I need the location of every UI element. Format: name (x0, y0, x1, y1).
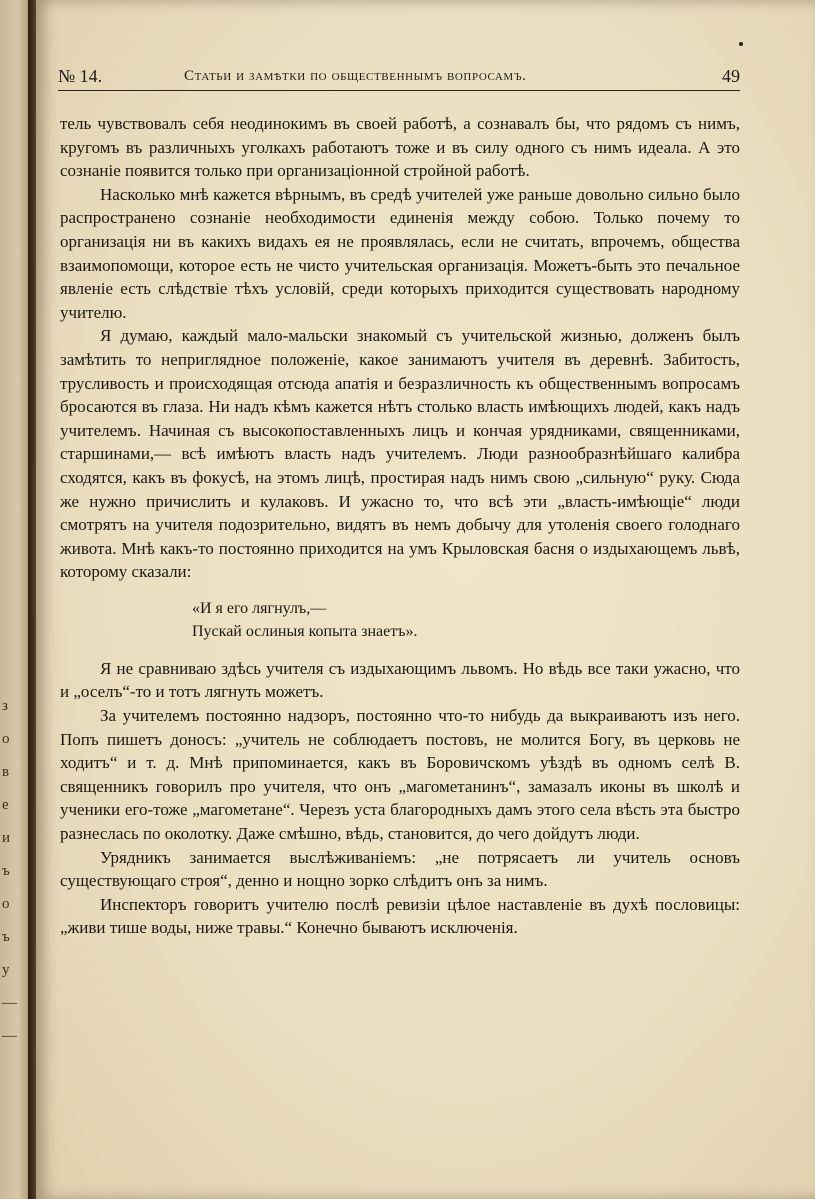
edge-letter: ъ (2, 929, 10, 945)
paragraph: Насколько мнѣ кажется вѣрнымъ, въ средѣ учителей уже раньше довольно сильно было распространено сознаніе необходимости единенія между собою. Только почему то организація ни въ какихъ видахъ ея не проявлялась, если не считать, впрочемъ, общества взаимопомощи, которое есть не чисто учительская организація. Можетъ-быть это печальное явленіе есть слѣдствіе тѣхъ условій, среди которыхъ приходится существовать народному учителю. (60, 184, 740, 322)
quote-line: Пускай ослиныя копыта знаетъ». (192, 622, 418, 640)
paragraph: Урядникъ занимается выслѣживаніемъ: „не потрясаетъ ли учитель основъ существующаго строя“, денно и нощно зорко слѣдитъ онъ за нимъ. (60, 847, 740, 891)
edge-letter: о (2, 896, 10, 912)
quote-line: «И я его лягнулъ,— (192, 599, 327, 617)
paragraph: За учителемъ постоянно надзоръ, постоянно что-то нибудь да выкраиваютъ изъ него. Попъ пишетъ доносъ: „учитель не соблюдаетъ постовъ, не молится Богу, въ церковь не ходитъ“ и т. д. Мнѣ припоминается, какъ въ Боровичскомъ уѣздѣ въ одномъ селѣ В. священникъ говорилъ про учителя, что онъ „магометанинъ“, замазалъ иконы въ школѣ и ученики его-тоже „магометане“. Черезъ уста благородныхъ дамъ этого села вѣсть эта быстро разнеслась по околотку. Даже смѣшно, вѣдь, становится, до чего дойдутъ люди. (60, 706, 740, 844)
running-header (58, 66, 740, 91)
paragraph: Я думаю, каждый мало-мальски знакомый съ учительской жизнью, долженъ былъ замѣтить то неприглядное положеніе, какое занимаютъ учителя въ деревнѣ. Забитость, трусливость и происходящая отсюда апатія и безразличность къ общественнымъ вопросамъ бросаются въ глаза. Ни надъ кѣмъ кажется нѣтъ столько власть имѣющихъ людей, какъ надъ учителемъ. Начиная съ высокопоставленныхъ лицъ и кончая урядниками, священниками, старшинами,— всѣ имѣютъ власть надъ учителемъ. Люди разнообразнѣйшаго калибра сходятся, какъ въ фокусѣ, на этомъ лицѣ, простирая надъ нимъ свою „сильную“ руку. Сюда же нужно причислить и кулаковъ. И ужасно то, что всѣ эти „власть-имѣющіе“ люди смотрятъ на учителя подозрительно, видятъ въ немъ добычу для утоленія своего голоднаго живота. Мнѣ какъ-то постоянно приходится на умъ Крыловская басня о издыхающемъ львѣ, которому сказали: (60, 326, 740, 582)
paragraph: тель чувствовалъ себя неодинокимъ въ своей работѣ, а сознавалъ бы, что рядомъ съ нимъ, кругомъ въ различныхъ уголкахъ работаютъ тоже и въ силу одного съ нимъ идеала. А это сознаніе появится только при организаціонной стройной работѣ. (60, 114, 740, 181)
edge-letter: — (2, 995, 17, 1011)
paragraph: Я не сравниваю здѣсь учителя съ издыхающимъ львомъ. Но вѣдь все таки ужасно, что и „оселъ“-то и тотъ лягнуть можетъ. (60, 658, 740, 702)
edge-letter: в (2, 764, 10, 780)
edge-letter: ъ (2, 863, 10, 879)
article-body (60, 112, 740, 940)
edge-letter: о (2, 731, 10, 747)
edge-letter: е (2, 797, 9, 813)
paragraph: Инспекторъ говоритъ учителю послѣ ревизіи цѣлое наставленіе въ духѣ пословицы: „живи тише воды, ниже травы.“ Конечно бываютъ исключенія. (60, 894, 740, 938)
edge-letter: и (2, 830, 11, 846)
edge-letter: — (2, 1028, 17, 1044)
ink-speck (739, 42, 743, 46)
fable-quote (192, 597, 740, 643)
previous-page-letters (2, 690, 17, 1053)
page-number: 49 (722, 66, 740, 86)
section-title: Статьи и замѣтки по общественнымъ вопросамъ. (184, 68, 527, 84)
edge-letter: у (2, 962, 10, 978)
issue-number: № 14. (58, 66, 103, 86)
edge-letter: з (2, 698, 8, 714)
